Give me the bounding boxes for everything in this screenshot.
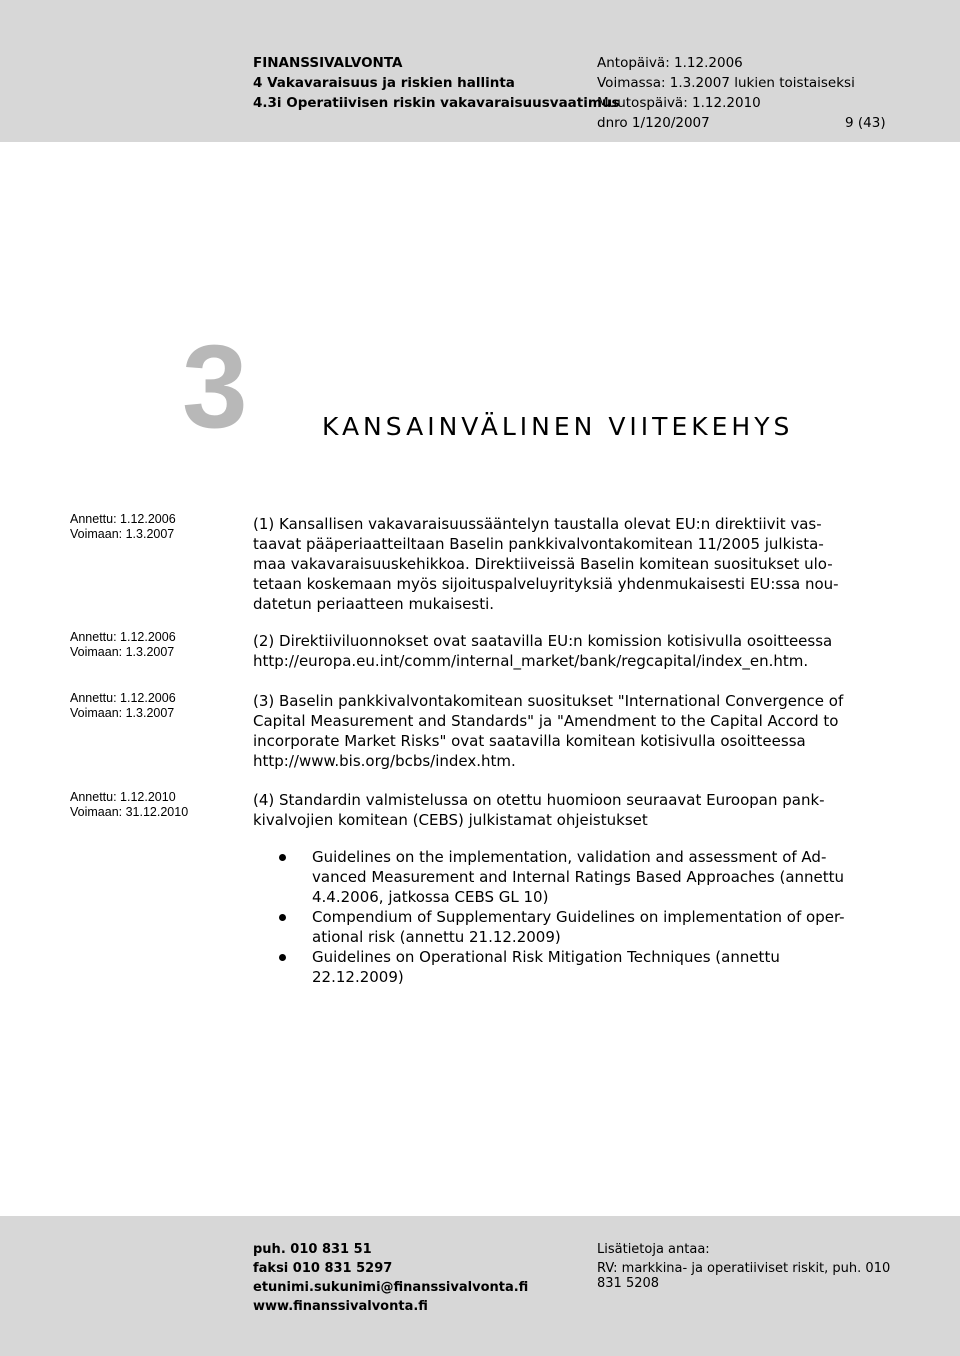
header-page-number: 9 (43) [845, 115, 886, 131]
list-item-line: Guidelines on the implementation, validation and assessment of Ad- [312, 848, 827, 866]
page-header [0, 0, 960, 142]
paragraph-line: taavat pääperiaatteiltaan Baselin pankkivalvontakomitean 11/2005 julkista- [253, 535, 824, 553]
header-subsection: 4.3i Operatiivisen riskin vakavaraisuusvaatimus [253, 95, 620, 111]
list-item-line: vanced Measurement and Internal Ratings Based Approaches (annettu [312, 868, 845, 886]
footer-info-phone: 831 5208 [597, 1276, 660, 1291]
list-item-line: Compendium of Supplementary Guidelines on implementation of oper- [312, 908, 845, 926]
guidelines-list [272, 847, 912, 987]
footer-email: etunimi.sukunimi@finanssivalvonta.fi [253, 1280, 529, 1295]
list-item-line: ational risk (annettu 21.12.2009) [312, 928, 561, 946]
margin-note-effective: Voimaan: 1.3.2007 [70, 527, 175, 541]
header-dnro: dnro 1/120/2007 [597, 115, 710, 131]
header-valid-date: Voimassa: 1.3.2007 lukien toistaiseksi [597, 75, 855, 91]
margin-note [70, 512, 250, 542]
header-section: 4 Vakavaraisuus ja riskien hallinta [253, 75, 515, 91]
bullet-icon [279, 854, 286, 861]
footer-fax: faksi 010 831 5297 [253, 1261, 393, 1276]
margin-note-issued: Annettu: 1.12.2006 [70, 630, 176, 644]
bullet-icon [279, 914, 286, 921]
margin-note-issued: Annettu: 1.12.2006 [70, 691, 176, 705]
footer-phone: puh. 010 831 51 [253, 1242, 372, 1257]
paragraph-line: (2) Direktiiviluonnokset ovat saatavilla EU:n komission kotisivulla osoitteessa [253, 632, 833, 650]
paragraph-line: datetun periaatteen mukaisesti. [253, 595, 495, 613]
list-item-line: 4.4.2006, jatkossa CEBS GL 10) [312, 888, 549, 906]
paragraph-line: http://europa.eu.int/comm/internal_market/bank/regcapital/index_en.htm. [253, 652, 809, 670]
paragraph-1 [253, 514, 903, 614]
paragraph-line: (3) Baselin pankkivalvontakomitean suositukset "International Convergence of [253, 692, 844, 710]
paragraph-line: (4) Standardin valmistelussa on otettu huomioon seuraavat Euroopan pank- [253, 791, 825, 809]
bullet-icon [279, 954, 286, 961]
margin-note-issued: Annettu: 1.12.2006 [70, 512, 176, 526]
paragraph-line: http://www.bis.org/bcbs/index.htm. [253, 752, 516, 770]
list-item [272, 847, 912, 907]
paragraph-line: maa vakavaraisuuskehikkoa. Direktiiveissä Baselin komitean suositukset ulo- [253, 555, 833, 573]
paragraph-3 [253, 691, 903, 771]
paragraph-line: kivalvojien komitean (CEBS) julkistamat ohjeistukset [253, 811, 648, 829]
margin-note-effective: Voimaan: 1.3.2007 [70, 645, 175, 659]
margin-note-effective: Voimaan: 31.12.2010 [70, 805, 189, 819]
list-item-line: 22.12.2009) [312, 968, 404, 986]
paragraph-line: (1) Kansallisen vakavaraisuussääntelyn taustalla olevat EU:n direktiivit vas- [253, 515, 822, 533]
paragraph-4 [253, 790, 903, 830]
margin-note [70, 691, 250, 721]
margin-note [70, 790, 250, 820]
margin-note-issued: Annettu: 1.12.2010 [70, 790, 176, 804]
paragraph-2 [253, 631, 903, 671]
margin-note-effective: Voimaan: 1.3.2007 [70, 706, 175, 720]
header-modified-date: Muutospäivä: 1.12.2010 [597, 95, 761, 111]
margin-note [70, 630, 250, 660]
paragraph-line: Capital Measurement and Standards" ja "Amendment to the Capital Accord to [253, 712, 839, 730]
paragraph-line: tetaan koskemaan myös sijoituspalveluyrityksiä yhdenmukaisesti EU:ssa nou- [253, 575, 839, 593]
list-item-line: Guidelines on Operational Risk Mitigation Techniques (annettu [312, 948, 780, 966]
footer-info-label: Lisätietoja antaa: [597, 1242, 710, 1257]
footer-website: www.finanssivalvonta.fi [253, 1299, 428, 1314]
footer-info-contact: RV: markkina- ja operatiiviset riskit, puh. 010 [597, 1261, 891, 1276]
list-item [272, 907, 912, 947]
header-issued-date: Antopäivä: 1.12.2006 [597, 55, 743, 71]
list-item [272, 947, 912, 987]
paragraph-line: incorporate Market Risks" ovat saatavilla komitean kotisivulla osoitteessa [253, 732, 806, 750]
header-org: FINANSSIVALVONTA [253, 55, 403, 71]
chapter-number: 3 [182, 321, 246, 453]
chapter-title: KANSAINVÄLINEN VIITEKEHYS [322, 412, 794, 441]
